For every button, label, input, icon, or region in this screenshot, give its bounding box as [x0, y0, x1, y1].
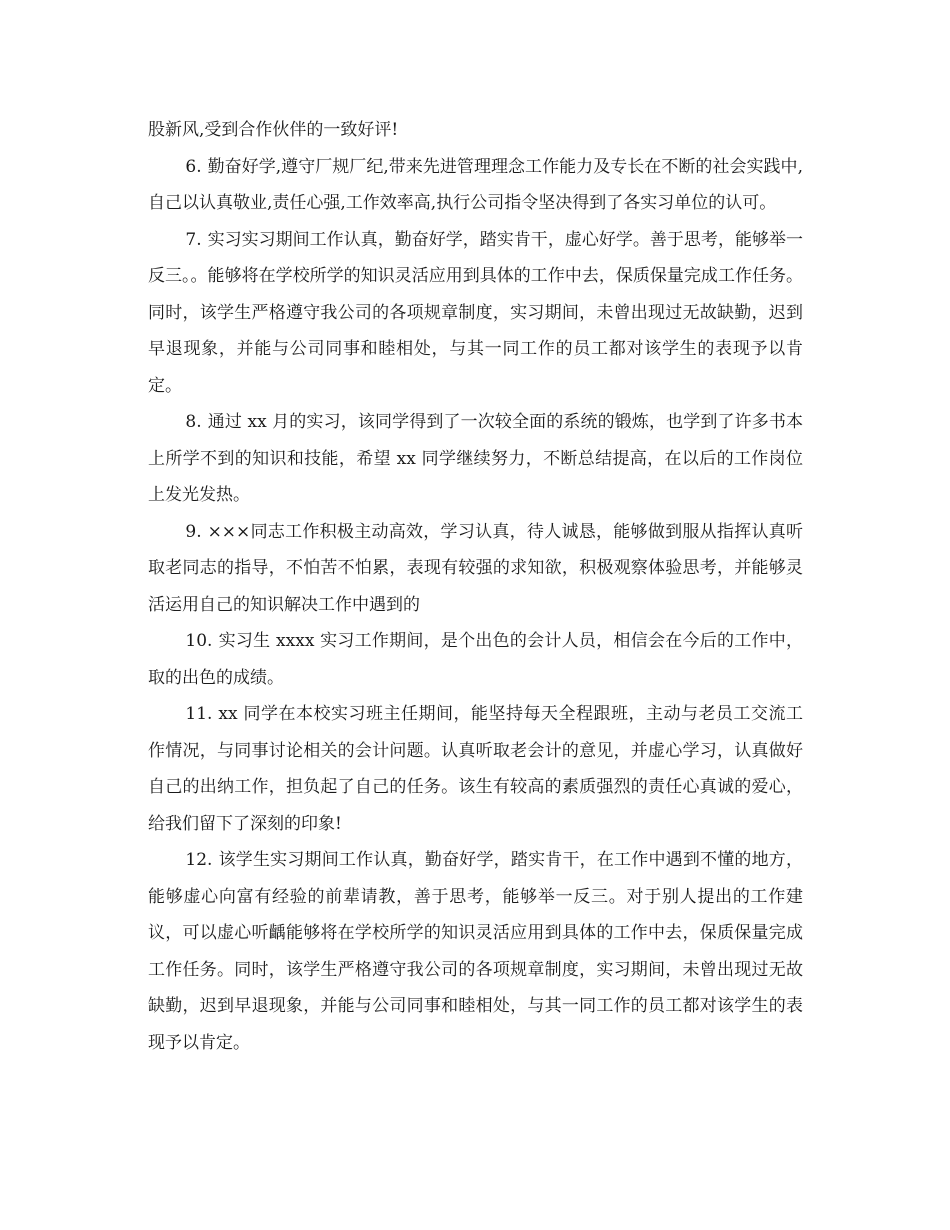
item-number: 7.	[185, 229, 202, 250]
paragraph-item-10	[148, 623, 803, 696]
item-number: 9.	[185, 521, 202, 542]
item-number: 11.	[185, 704, 213, 724]
paragraph-text: xx 同学在本校实习班主任期间，能坚持每天全程跟班，主动与老员工交流工作情况，与同事讨论相关的会计问题。认真听取老会计的意见，并虚心学习，认真做好自己的出纳工作，担负起了自己的任务。该生有较高的素质强烈的责任心真诚的爱心，给我们留下了深刻的印象!	[148, 704, 803, 834]
paragraph-item-8	[148, 404, 803, 514]
paragraph-item-12	[148, 842, 803, 1061]
paragraph-text: 实习生 xxxx 实习工作期间，是个出色的会计人员，相信会在今后的工作中，取的出色的成绩。	[148, 631, 803, 688]
paragraph-text: ×××同志工作积极主动高效，学习认真，待人诚恳，能够做到服从指挥认真听取老同志的指导，不怕苦不怕累，表现有较强的求知欲，积极观察体验思考，并能够灵活运用自己的知识解决工作中遇到的	[148, 521, 803, 615]
paragraph-continuation	[148, 112, 803, 149]
paragraph-text: 股新风,受到合作伙伴的一致好评!	[148, 120, 399, 140]
paragraph-text: 通过 xx 月的实习，该同学得到了一次较全面的系统的锻炼，也学到了许多书本上所学不到的知识和技能，希望 xx 同学继续努力，不断总结提高，在以后的工作岗位上发光发热。	[148, 412, 803, 505]
paragraph-text: 勤奋好学,遵守厂规厂纪,带来先进管理理念工作能力及专长在不断的社会实践中,自己以认真敬业,责任心强,工作效率高,执行公司指令坚决得到了各实习单位的认可。	[148, 156, 803, 213]
item-number: 8.	[185, 412, 202, 432]
paragraph-item-7	[148, 222, 803, 405]
item-number: 10.	[185, 631, 213, 651]
paragraph-item-11	[148, 696, 803, 842]
item-number: 6.	[185, 156, 202, 177]
document-page	[148, 112, 803, 1061]
paragraph-item-9	[148, 514, 803, 624]
paragraph-text: 该学生实习期间工作认真，勤奋好学，踏实肯干，在工作中遇到不懂的地方，能够虚心向富有经验的前辈请教，善于思考，能够举一反三。对于别人提出的工作建议，可以虚心听齲能够将在学校所学的知识灵活应用到具体的工作中去，保质保量完成工作任务。同时，该学生严格遵守我公司的各项规章制度，实习期间，未曾出现过无故缺勤，迟到早退现象，并能与公司同事和睦相处，与其一同工作的员工都对该学生的表现予以肯定。	[148, 850, 803, 1053]
paragraph-text: 实习实习期间工作认真，勤奋好学，踏实肯干，虚心好学。善于思考，能够举一反三。。能够将在学校所学的知识灵活应用到具体的工作中去，保质保量完成工作任务。同时，该学生严格遵守我公司的各项规章制度，实习期间，未曾出现过无故缺勤，迟到早退现象，并能与公司同事和睦相处，与其一同工作的员工都对该学生的表现予以肯定。	[148, 229, 803, 396]
paragraph-item-6	[148, 149, 803, 222]
item-number: 12.	[185, 850, 213, 870]
